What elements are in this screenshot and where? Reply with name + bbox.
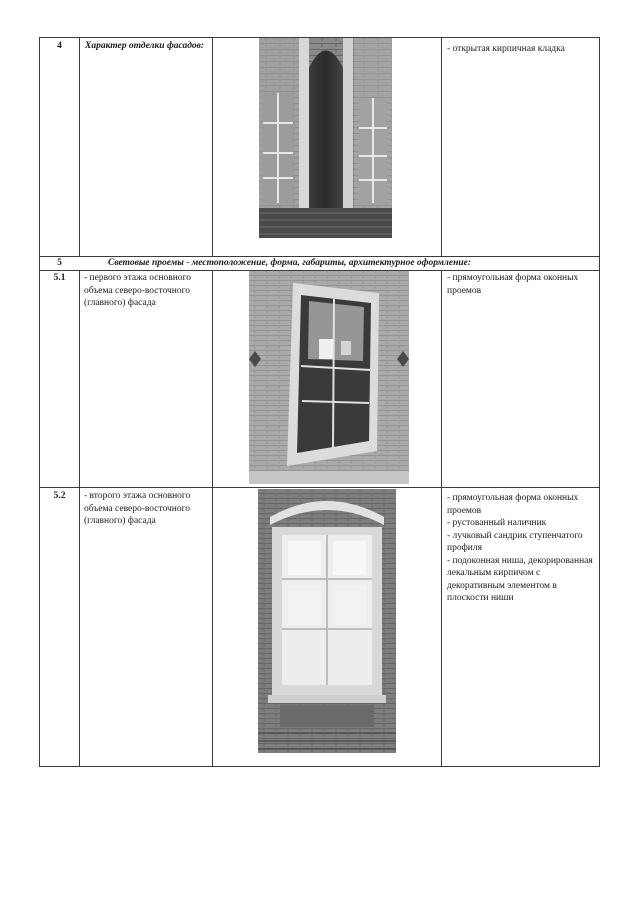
row-description (447, 272, 595, 297)
brick-facade-photo (259, 38, 392, 238)
row-description (447, 492, 597, 605)
col-num-divider-a (79, 37, 80, 257)
description-item: - лучковый сандрик ступенчатого профиля (447, 530, 583, 553)
table-left-border (39, 37, 40, 767)
row-title: - второго этажа основного объема северо-восточного (главного) фасада (84, 491, 191, 526)
row-description (447, 43, 595, 56)
description-item: - открытая кирпичная кладка (447, 44, 565, 54)
description-item: - подоконная ниша, декорированная лекальным кирпичом с декоративным элементом в плоскости ниши (447, 555, 593, 603)
row-number: 5.1 (53, 273, 66, 283)
row-title: - первого этажа основного объема северо-восточного (главного) фасада (84, 273, 192, 308)
description-item: - прямоугольная форма оконных проемов (447, 493, 579, 516)
col-title-divider-a (212, 37, 213, 257)
col-photo-divider-a (441, 37, 442, 257)
rectangular-window-photo (249, 271, 409, 484)
row-number: 5 (57, 258, 62, 268)
arched-window-photo (258, 489, 396, 753)
row-5-1-bottom-border (39, 487, 600, 488)
col-num-divider-b (79, 270, 80, 767)
row-number: 4 (57, 41, 62, 51)
description-item: - рустованный наличник (447, 518, 547, 528)
section-heading: Световые проемы - местоположение, форма, габариты, архитектурное оформление: (108, 258, 472, 268)
row-title: Характер отделки фасадов: (85, 41, 205, 51)
col-photo-divider-b (441, 270, 442, 767)
row-number: 5.2 (53, 491, 66, 501)
table-right-border (599, 37, 600, 767)
description-item: - прямоугольная форма оконных проемов (447, 273, 579, 296)
table-bottom-border (39, 766, 600, 767)
col-title-divider-b (212, 270, 213, 767)
